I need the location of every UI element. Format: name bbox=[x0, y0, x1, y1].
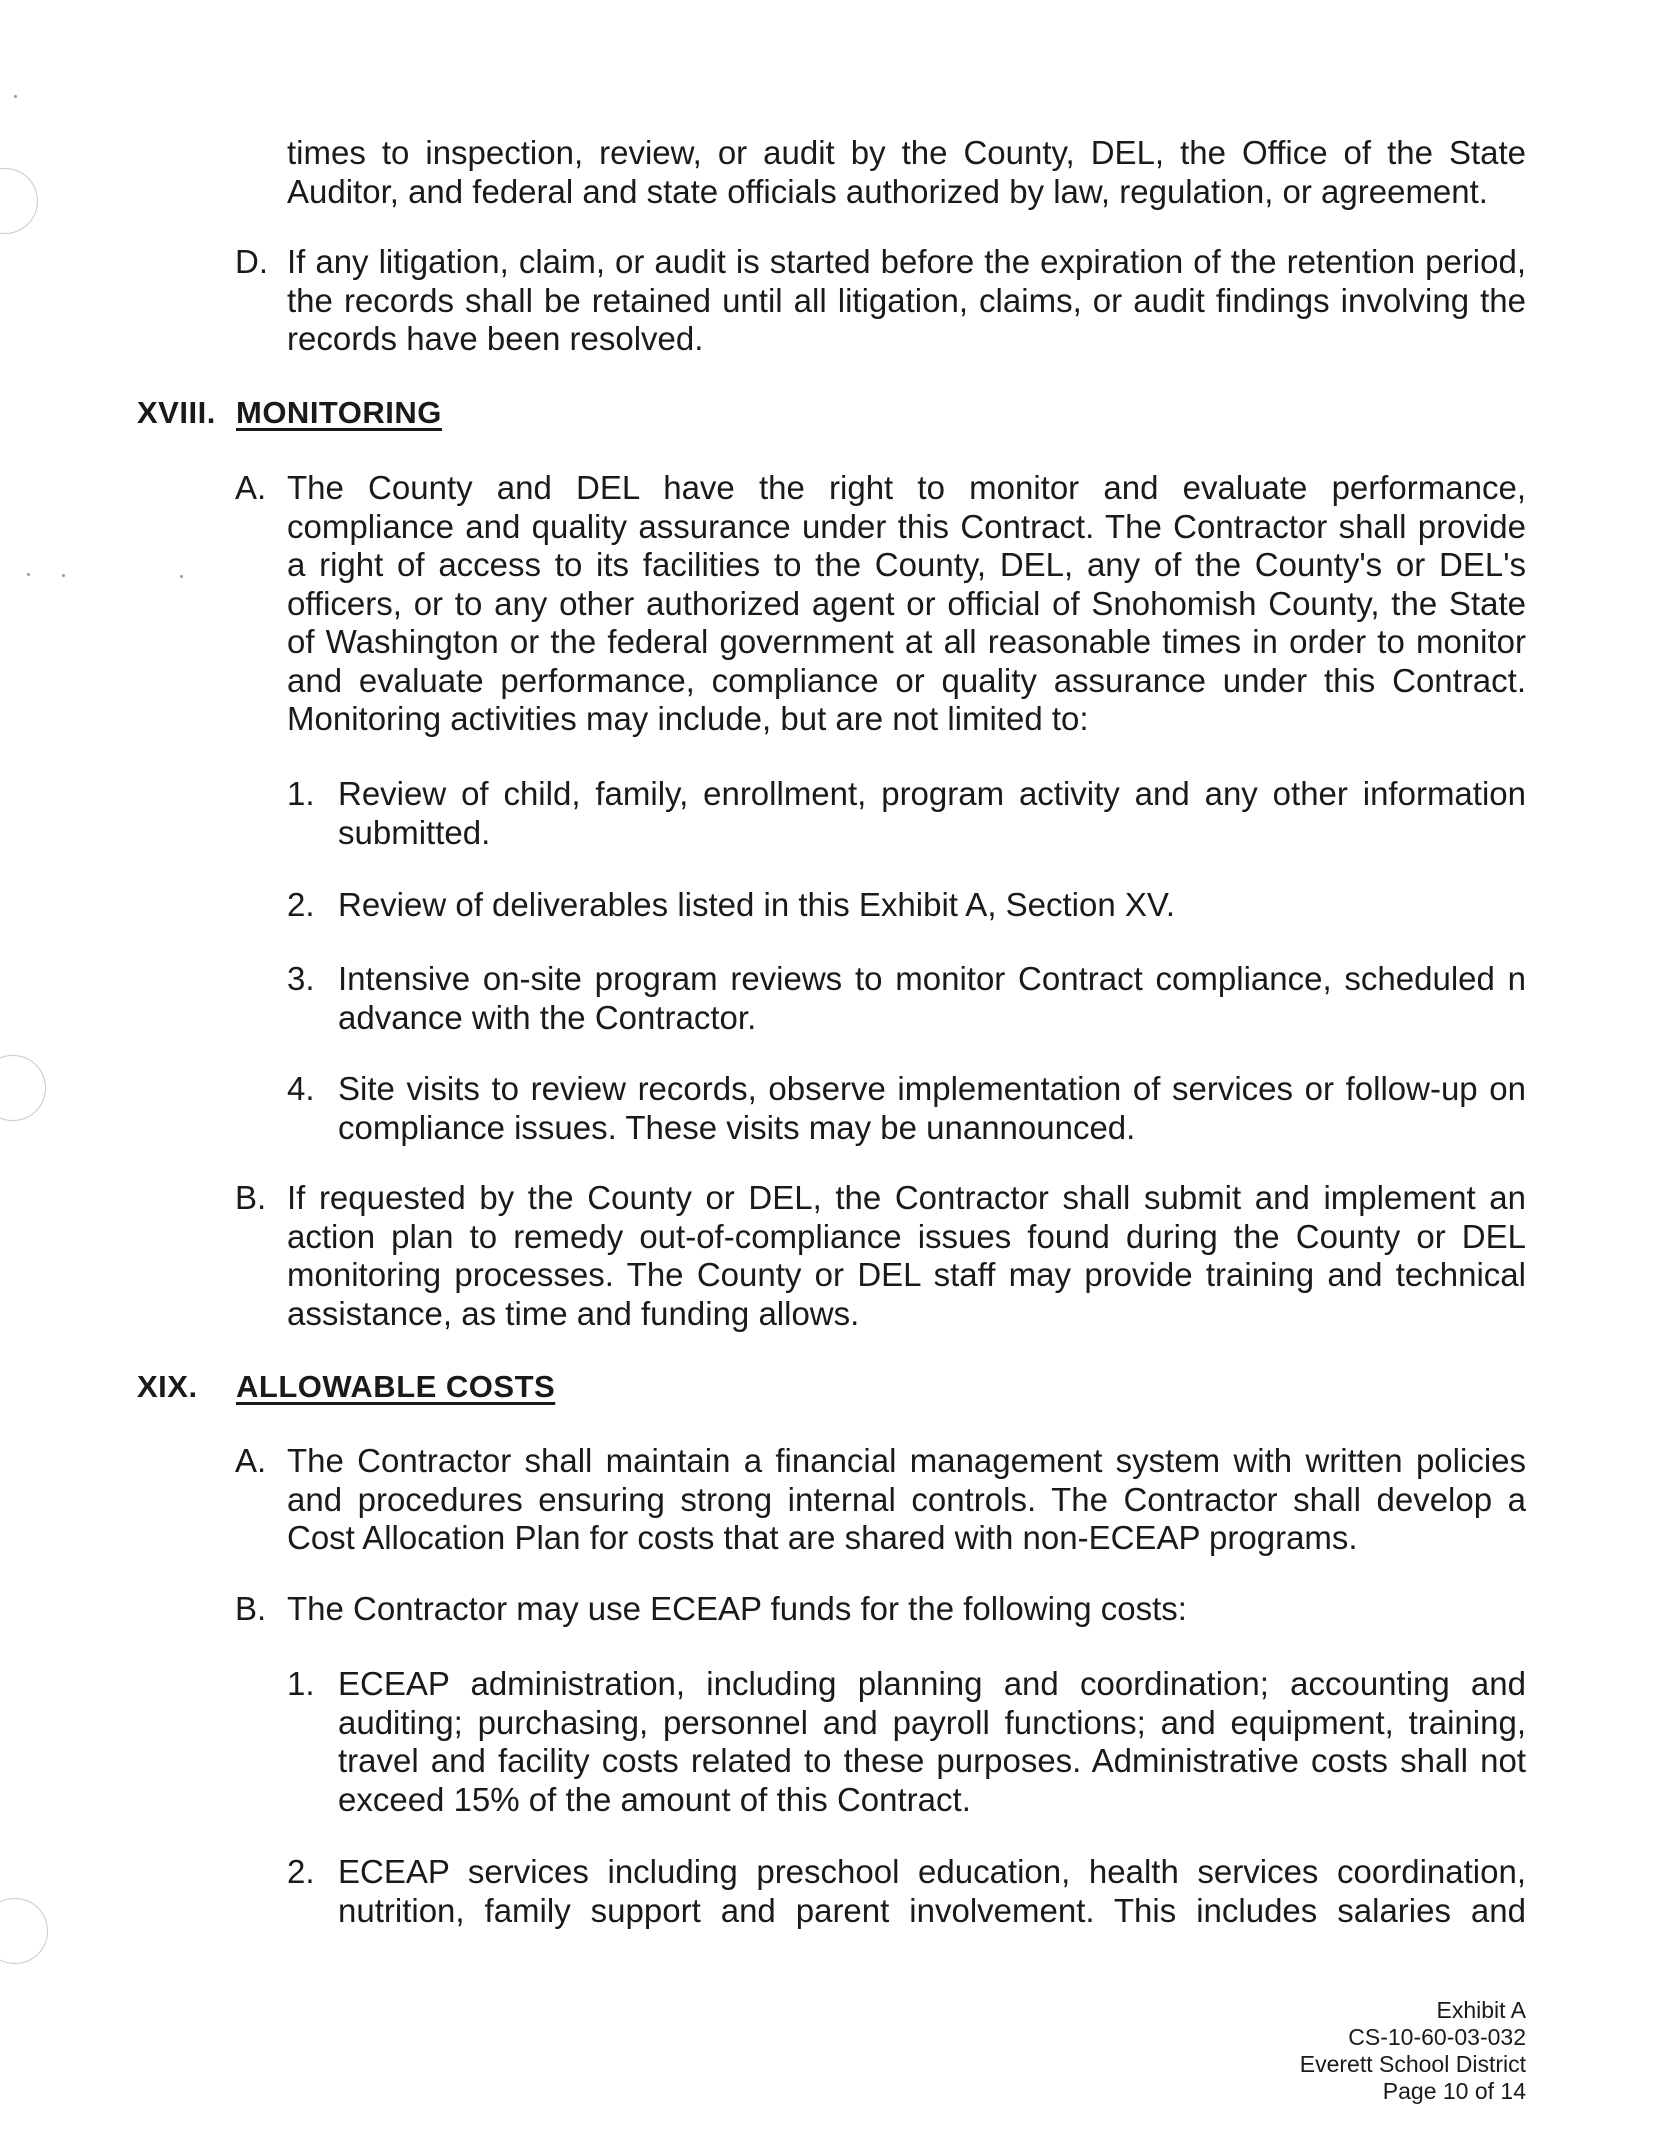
xviii-item-a-text: The County and DEL have the right to monitor and evaluate performance, compliance and quality assurance under this Contract. The Contractor shall provide a right of access to its facilities to the County, DEL, any of the County's or DEL's officers, or to any other authorized agent or official of Snohomish County, the State of Washington or the federal government at all reasonable times in order to monitor and evaluate performance, compliance or quality assurance under this Contract. Monitoring activities may include, but are not limited to: bbox=[287, 469, 1526, 737]
xviii-item-b-label: B. bbox=[235, 1179, 267, 1216]
xix-item-b-text: The Contractor may use ECEAP funds for the following costs: bbox=[287, 1590, 1187, 1627]
xviii-subitem-3-label: 3. bbox=[287, 960, 315, 997]
footer-exhibit: Exhibit A bbox=[1436, 1997, 1526, 2023]
section-number: XIX. bbox=[137, 1369, 198, 1404]
continuation-paragraph: times to inspection, review, or audit by the County, DEL, the Office of the State Auditor, and federal and state officials authorized by law, regulation, or agreement. bbox=[287, 134, 1526, 210]
section-heading-xviii bbox=[137, 394, 637, 434]
footer-page-number: Page 10 of 14 bbox=[1382, 2078, 1526, 2104]
punch-hole-top bbox=[0, 168, 38, 234]
xix-subitem-2-label: 2. bbox=[287, 1853, 315, 1890]
footer-contract-number: CS-10-60-03-032 bbox=[1348, 2024, 1526, 2050]
xix-subitem-1-text: ECEAP administration, including planning and coordination; accounting and auditing; purchasing, personnel and payroll functions; and equipment, training, travel and facility costs related to these purposes. Administrative costs shall not exceed 15% of the amount of this Contract. bbox=[338, 1665, 1526, 1818]
xix-item-a-label: A. bbox=[235, 1442, 267, 1479]
section-heading-xix bbox=[137, 1368, 737, 1408]
xviii-subitem-2-text: Review of deliverables listed in this Exhibit A, Section XV. bbox=[338, 886, 1176, 923]
scan-speck bbox=[62, 574, 65, 577]
xviii-item-b-text: If requested by the County or DEL, the Contractor shall submit and implement an action plan to remedy out-of-compliance issues found during the County or DEL monitoring processes. The County or DEL staff may provide training and technical assistance, as time and funding allows. bbox=[287, 1179, 1526, 1332]
item-d-text: If any litigation, claim, or audit is started before the expiration of the retention period, the records shall be retained until all litigation, claims, or audit findings involving the records have been resolved. bbox=[287, 243, 1526, 357]
section-title: MONITORING bbox=[236, 395, 442, 430]
xix-item-a-text: The Contractor shall maintain a financial management system with written policies and procedures ensuring strong internal controls. The Contractor shall develop a Cost Allocation Plan for costs that are shared with non-ECEAP programs. bbox=[287, 1442, 1526, 1556]
xviii-subitem-4-text: Site visits to review records, observe implementation of services or follow-up on compliance issues. These visits may be unannounced. bbox=[338, 1070, 1526, 1146]
xix-item-b-label: B. bbox=[235, 1590, 267, 1627]
item-d-label: D. bbox=[235, 243, 268, 280]
xviii-subitem-4-label: 4. bbox=[287, 1070, 315, 1107]
xviii-subitem-1-text: Review of child, family, enrollment, program activity and any other information submitted. bbox=[338, 775, 1526, 851]
scan-speck bbox=[14, 95, 17, 98]
xix-subitem-2-text: ECEAP services including preschool education, health services coordination, nutrition, family support and parent involvement. This includes salaries and bbox=[338, 1853, 1526, 1929]
xviii-item-a-label: A. bbox=[235, 469, 267, 506]
scan-speck bbox=[27, 573, 30, 576]
section-number: XVIII. bbox=[137, 395, 216, 430]
xviii-subitem-3-text: Intensive on-site program reviews to monitor Contract compliance, scheduled n advance with the Contractor. bbox=[338, 960, 1526, 1036]
xviii-subitem-1-label: 1. bbox=[287, 775, 315, 812]
punch-hole-bottom bbox=[0, 1898, 48, 1964]
xix-subitem-1-label: 1. bbox=[287, 1665, 315, 1702]
footer-organization: Everett School District bbox=[1299, 2051, 1526, 2077]
scan-speck bbox=[180, 575, 183, 578]
section-title: ALLOWABLE COSTS bbox=[236, 1369, 556, 1404]
page-footer bbox=[1300, 1997, 1526, 2105]
xviii-subitem-2-label: 2. bbox=[287, 886, 315, 923]
punch-hole-middle bbox=[0, 1055, 46, 1121]
